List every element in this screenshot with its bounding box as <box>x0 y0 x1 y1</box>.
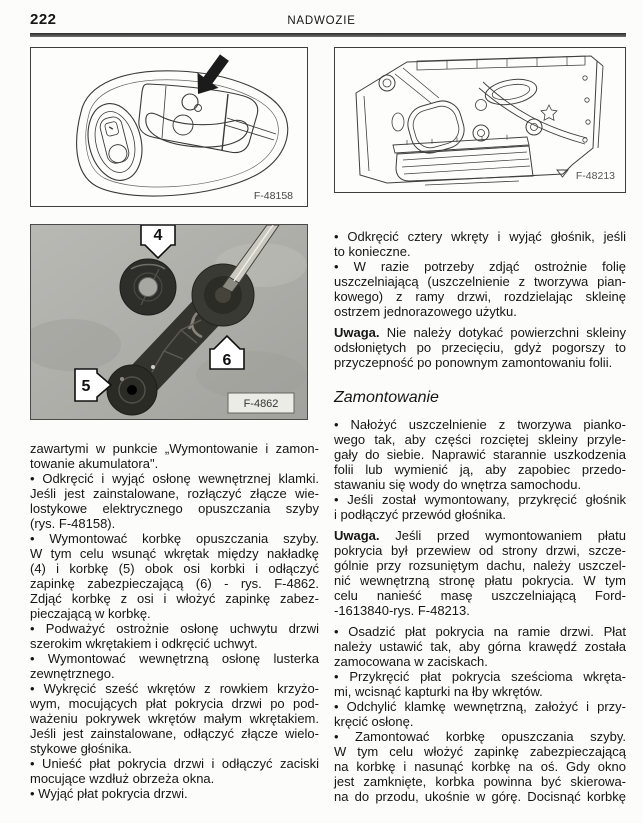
paragraph <box>334 325 626 370</box>
page-number: 222 <box>30 11 57 28</box>
text-line: gały do siebie. Naprawić starannie uszkodzenia <box>334 447 626 462</box>
header-rule <box>30 33 626 37</box>
photo-label <box>228 393 294 413</box>
text-line: celu nanieść masę uszczelniającą Ford- <box>334 588 626 603</box>
paragraph <box>334 669 626 699</box>
text-line: • W razie potrzeby zdjąć ostrożnie folię <box>334 259 626 274</box>
text-line: • Unieść płat pokrycia drzwi i odłączyć zaciski <box>30 756 319 771</box>
paragraph <box>30 756 319 786</box>
text-line: lostykowe elektrycznego opuszczania szyby <box>30 501 319 516</box>
text-line: W tym celu wsunąć wkrętak między nakładkę <box>30 546 319 561</box>
paragraph <box>334 624 626 669</box>
text-line: przyczepność po ponownym zamontowaniu folii. <box>334 355 613 370</box>
text-line: • Przykręcić płat pokrycia sześcioma wkręta- <box>334 669 626 684</box>
door-handle-drawing <box>31 48 307 206</box>
text-line: kowego) z ramy drzwi, rozdzielając skleinę <box>334 289 626 304</box>
svg-text:6: 6 <box>222 352 232 369</box>
star-marker <box>541 105 557 120</box>
paragraph <box>30 651 319 681</box>
text-line: • Wykręcić sześć wkrętów z rowkiem krzyżo- <box>30 681 319 696</box>
paragraph <box>30 786 319 801</box>
text-line: Jeśli jest zainstalowane, rozłączyć złącze wie- <box>30 486 319 501</box>
svg-text:5: 5 <box>81 378 91 395</box>
text-line: Uwaga. Nie należy dotykać powierzchni skleiny <box>334 325 626 340</box>
text-line: folii lub wymienić ją, aby zapobiec przedo- <box>334 462 626 477</box>
text-line: (4) i korbkę (5) obok osi korbki i odłączyć <box>30 561 319 576</box>
text-line: gólnie przy rozsuniętym dachu, należy uszczel- <box>334 558 626 573</box>
text-line: stawaniu się wody do wnętrza samochodu. <box>334 477 582 492</box>
text-line: Jeśli jest zainstalowane, odłączyć złącze wielo- <box>30 726 319 741</box>
text-line: to konieczne. <box>334 244 411 259</box>
paragraph <box>334 729 626 804</box>
text-line: ostrzem jednorazowego użytku. <box>334 304 517 319</box>
text-line: mi, wcisnąć kapturki na łby wkrętów. <box>334 684 543 699</box>
text-line: Zamontowanie <box>334 389 439 406</box>
figure-door-handle <box>30 47 308 207</box>
left-column <box>30 441 319 801</box>
text-line: pokrycia był przewiew od strony drzwi, szcze- <box>334 543 626 558</box>
text-line: i podłączyć przewód głośnika. <box>334 507 506 522</box>
paragraph <box>334 417 626 492</box>
paragraph <box>30 621 319 651</box>
door-panel-drawing <box>335 48 625 192</box>
paragraph <box>334 699 626 729</box>
screw-detail <box>182 94 198 110</box>
paragraph <box>30 531 319 621</box>
washer-part <box>120 259 176 315</box>
text-line: nić wewnętrzną stronę płatu pokrycia. W tym <box>334 573 626 588</box>
paragraph <box>334 229 626 259</box>
text-line: pieczającą w korbkę. <box>30 606 151 621</box>
text-line: • Odkręcić i wyjąć osłonę wewnętrznej klamki. <box>30 471 319 486</box>
text-line: odsłoniętych po przecięciu, gdyż pogorszy to <box>334 340 626 355</box>
text-line: zamocowana w zaciskach. <box>334 654 488 669</box>
text-line: jest zamknięte, korbka powinna być skierowa- <box>334 774 626 789</box>
photo-window-crank <box>30 224 308 420</box>
right-column <box>334 229 626 804</box>
window-crank-photo <box>31 225 307 419</box>
paragraph <box>334 259 626 319</box>
text-line: • Jeśli został wymontowany, przykręcić głośnik <box>334 492 626 507</box>
text-line: • Zamontować korbkę opuszczania szyby. <box>334 729 626 744</box>
speaker-opening <box>403 96 468 157</box>
text-line: wym, mocujących płat pokrycia drzwi po pod- <box>30 696 319 711</box>
text-line: • Wymontować korbkę opuszczania szyby. <box>30 531 319 546</box>
text-line: towanie akumulatora". <box>30 456 159 471</box>
text-line: W tym celu włożyć zapinkę zabezpieczającą <box>334 744 626 759</box>
text-line: • Nałożyć uszczelnienie z tworzywa pianko- <box>334 417 626 432</box>
svg-text:F-4862: F-4862 <box>243 398 279 410</box>
paragraph <box>30 681 319 756</box>
text-line: szerokim wkrętakiem i odkręcić uchwyt. <box>30 636 258 651</box>
text-line: wego tak, aby części rozciętej skleiny przyle- <box>334 432 626 447</box>
svg-text:4: 4 <box>153 227 163 244</box>
text-line: zewnętrznego. <box>30 666 115 681</box>
text-line: • Podważyć ostrożnie osłonę uchwytu drzwi <box>30 621 319 636</box>
text-line: zapinkę zabezpieczającą (6) - rys. F-4862. <box>30 576 319 591</box>
text-line: -1613840-rys. F-48213. <box>334 603 470 618</box>
text-line: Uwaga. Jeśli przed wymontowaniem płatu <box>334 528 626 543</box>
text-line: kręcić osłonę. <box>334 714 414 729</box>
section-heading <box>334 388 626 407</box>
text-line: należy ustawić tak, aby górna krawędź została <box>334 639 626 654</box>
text-line: na do przodu, ukośnie w górę. Docisnąć korbkę <box>334 789 626 804</box>
paragraph <box>30 441 319 471</box>
text-line: • Wymontować wewnętrzną osłonę lusterka <box>30 651 319 666</box>
figure-label: F-48158 <box>253 190 293 202</box>
text-line: • Odkręcić cztery wkręty i wyjąć głośnik, jeśli <box>334 229 626 244</box>
text-line: • Osadzić płat pokrycia na ramie drzwi. Płat <box>334 624 626 639</box>
text-line: zawartymi w punkcie „Wymontowanie i zamon- <box>30 441 319 456</box>
pointer-arrow-icon <box>187 50 234 102</box>
text-line: Zdjąć korbkę z osi i włożyć zapinkę zabez- <box>30 591 319 606</box>
text-line: na korbkę i nasunąć korbkę na oś. Gdy okno <box>334 759 626 774</box>
text-line: (rys. F-48158). <box>30 516 116 531</box>
text-line: • Odchylić klamkę wewnętrzną, założyć i przy- <box>334 699 626 714</box>
text-line: stykowe głośnika. <box>30 741 132 756</box>
paragraph <box>30 471 319 531</box>
text-line: mocujące wzdłuż obrzeża okna. <box>30 771 215 786</box>
figure-label: F-48213 <box>575 170 615 182</box>
paragraph <box>334 492 626 522</box>
map-pocket <box>396 146 533 181</box>
text-line: uszczelniającą (uszczelnienie z tworzywa pian- <box>334 274 626 289</box>
page-title: NADWOZIE <box>287 15 356 27</box>
text-line: • Wyjąć płat pokrycia drzwi. <box>30 786 188 801</box>
figure-door-panel <box>334 47 626 193</box>
paragraph <box>334 528 626 618</box>
text-line: ważeniu pokrywek wkrętów małym wkrętakiem. <box>30 711 319 726</box>
